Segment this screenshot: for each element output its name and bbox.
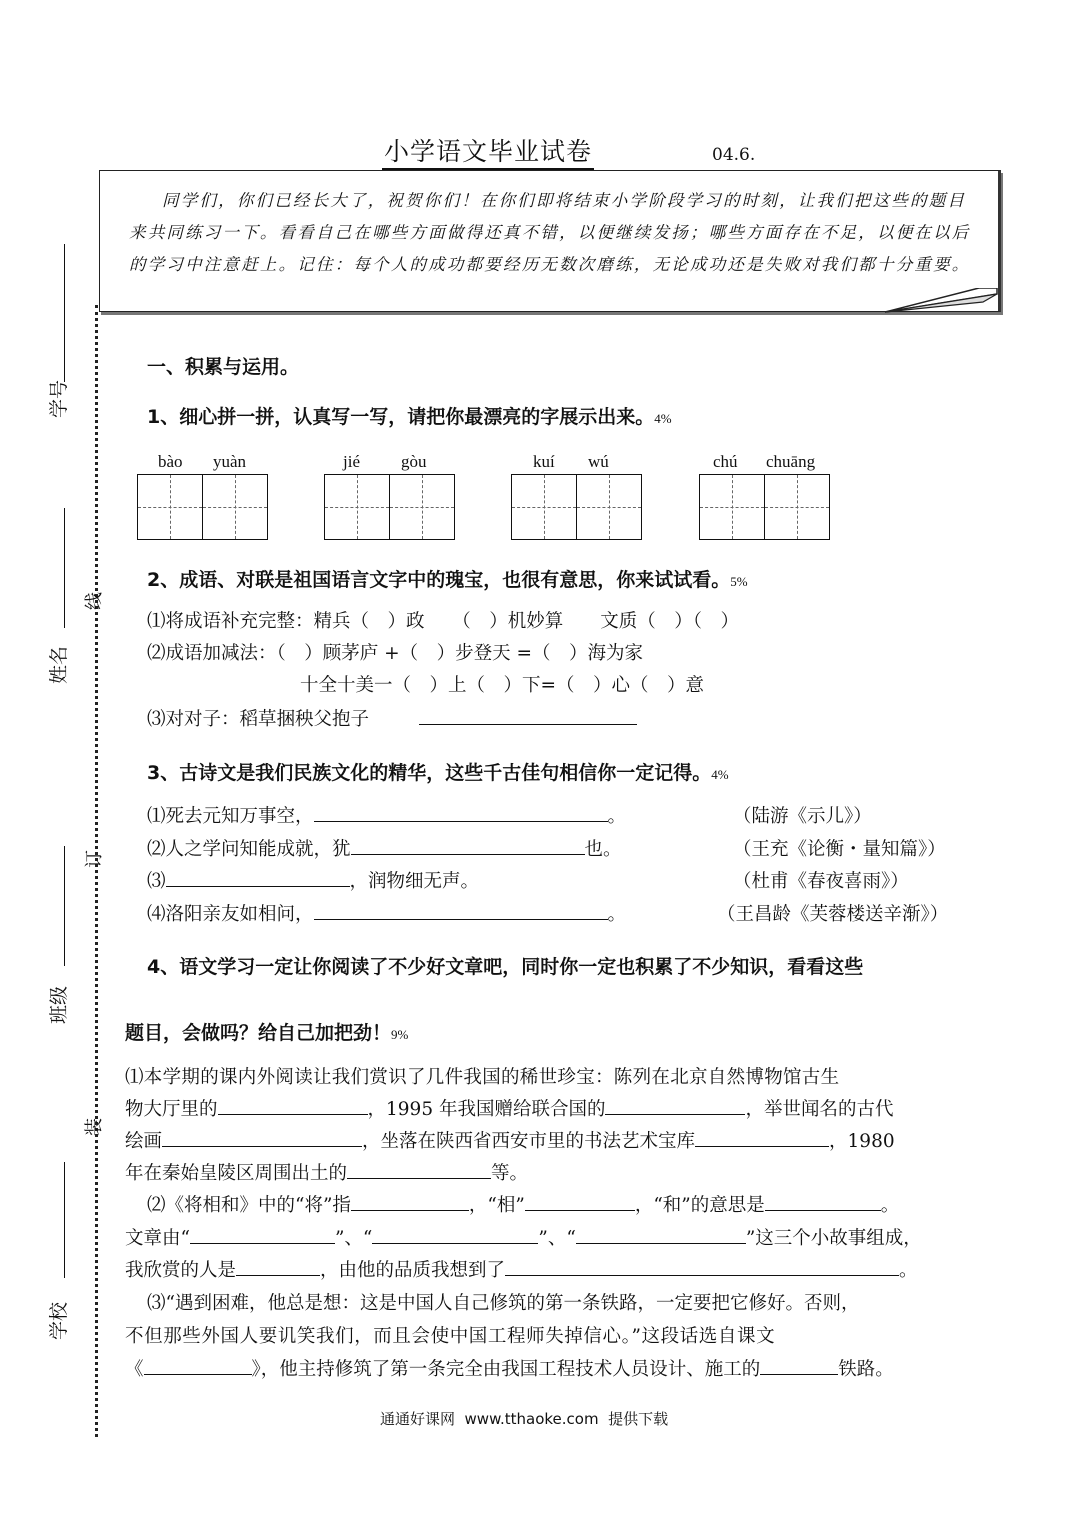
q4-text: 。	[880, 1195, 900, 1216]
q4-text: 文章由“	[125, 1228, 190, 1249]
grid-cell[interactable]	[765, 474, 830, 540]
q4-para-1-line-1: ⑴本学期的课内外阅读让我们赏识了几件我国的稀世珍宝：陈列在北京自然博物馆古生	[125, 1067, 840, 1088]
q4-text: ，1980	[829, 1131, 895, 1152]
q2-line-1: ⑴将成语补充完整：精兵（ ）政 （ ）机妙算 文质（ ）（ ）	[147, 611, 740, 632]
q4-para-1-line-2	[125, 1094, 894, 1126]
label-class: 班级	[48, 985, 70, 1024]
class-line	[64, 846, 65, 966]
grid-cell[interactable]	[324, 474, 390, 540]
question-3	[147, 758, 729, 785]
question-2-text: 2、成语、对联是祖国语言文字中的瑰宝，也很有意思，你来试试看。	[147, 569, 731, 591]
q4-text: 。	[899, 1260, 918, 1281]
q3-row-2	[147, 834, 622, 866]
answer-blank[interactable]	[144, 1354, 252, 1375]
answer-blank[interactable]	[695, 1126, 829, 1147]
writing-grid-4[interactable]	[699, 474, 830, 540]
question-4-line-2	[125, 1018, 408, 1045]
q4-text: ”、“	[334, 1228, 373, 1249]
q2-line-4	[147, 704, 637, 736]
grid-cell[interactable]	[577, 474, 642, 540]
answer-blank[interactable]	[351, 1190, 469, 1211]
answer-blank[interactable]	[190, 1223, 335, 1244]
q3-row-4	[147, 899, 626, 931]
grid-cell[interactable]	[511, 474, 577, 540]
q4-text: ，坐落在陕西省西安市里的书法艺术宝库	[362, 1131, 696, 1152]
q4-para-1-line-4	[125, 1158, 528, 1190]
q4-text: 年在秦始皇陵区周围出土的	[125, 1163, 348, 1184]
q3-row-3-end: ，润物细无声。	[349, 871, 480, 892]
q4-text: ，“和”的意思是	[634, 1195, 765, 1216]
q3-row-1-source: （陆游《示儿》）	[733, 806, 872, 827]
q4-text: 《	[125, 1359, 144, 1380]
q4-para-3-line-2: 不但那些外国人要讥笑我们，而且会使中国工程师失掉信心。”这段话选自课文	[125, 1326, 776, 1347]
answer-blank[interactable]	[372, 1223, 538, 1244]
question-2-points: 5%	[730, 574, 748, 589]
binding-dotted-line	[95, 305, 98, 1437]
answer-blank[interactable]	[525, 1190, 635, 1211]
q3-row-1-text: ⑴死去元知万事空，	[147, 806, 314, 827]
q3-row-2-source: （王充《论衡・量知篇》）	[733, 839, 946, 860]
q3-row-2-text: ⑵人之学问知能成就，犹	[147, 839, 351, 860]
intro-box	[99, 170, 999, 312]
q4-text: ，1995 年我国赠给联合国的	[367, 1099, 606, 1120]
question-4-line-1: 4、语文学习一定让你阅读了不少好文章吧，同时你一定也积累了不少知识，看看这些	[147, 956, 864, 978]
q4-text: ⑵《将相和》中的“将”指	[147, 1195, 351, 1216]
answer-blank[interactable]	[236, 1255, 320, 1276]
q3-row-1-end: 。	[607, 806, 627, 827]
writing-grid-3[interactable]	[511, 474, 642, 540]
intro-text: 同学们，你们已经长大了，祝贺你们！在你们即将结束小学阶段学习的时刻，让我们把这些的题目来共同练习一下。看看自己在哪些方面做得还真不错，以便继续发扬；哪些方面存在不足，以便在以后的学习中注意赶上。记住：每个人的成功都要经历无数次磨练，无论成功还是失败对我们都十分重要。	[129, 191, 971, 274]
q2-line-2: ⑵成语加减法：（ ）顾茅庐 +（ ）步登天 =（ ）海为家	[147, 643, 644, 664]
writing-grid-2[interactable]	[324, 474, 455, 540]
answer-blank[interactable]	[351, 834, 585, 855]
pinyin-1a: bào	[158, 452, 183, 471]
q4-para-2-line-3	[125, 1255, 918, 1287]
pinyin-1b: yuàn	[213, 452, 247, 471]
name-line	[64, 508, 65, 628]
q3-row-1	[147, 801, 626, 833]
question-1-text: 1、细心拼一拼，认真写一写，请把你最漂亮的字展示出来。	[147, 406, 655, 428]
q4-text: 铁路。	[838, 1359, 894, 1380]
q4-para-2-line-2	[125, 1223, 922, 1255]
q4-text: 我欣赏的人是	[125, 1260, 237, 1281]
q3-row-3-source: （杜甫《春夜喜雨》）	[733, 871, 909, 892]
q4-para-1-line-3	[125, 1126, 895, 1158]
label-school: 学校	[48, 1301, 70, 1340]
q4-text: 绘画	[125, 1131, 163, 1152]
question-1-points: 4%	[654, 411, 672, 426]
pinyin-2b: gòu	[401, 452, 427, 471]
question-4-text: 题目，会做吗？给自己加把劲！	[125, 1022, 392, 1044]
answer-blank[interactable]	[166, 866, 350, 887]
answer-blank[interactable]	[765, 1190, 881, 1211]
grid-cell[interactable]	[137, 474, 203, 540]
label-zhuang: 装	[84, 1118, 105, 1136]
q3-row-3	[147, 866, 479, 898]
answer-blank[interactable]	[576, 1223, 746, 1244]
question-4-points: 9%	[391, 1027, 409, 1042]
answer-blank[interactable]	[760, 1354, 838, 1375]
q4-text: 等。	[491, 1163, 529, 1184]
answer-blank[interactable]	[162, 1126, 362, 1147]
grid-cell[interactable]	[390, 474, 455, 540]
q4-text: ”、“	[538, 1228, 576, 1249]
q4-para-3-line-3	[125, 1354, 894, 1386]
q2-couplet-prompt: ⑶对对子：稻草捆秧父抱子	[147, 709, 370, 730]
question-2	[147, 565, 748, 592]
question-1	[147, 402, 672, 429]
grid-cell[interactable]	[203, 474, 268, 540]
q4-text: 》，他主持修筑了第一条完全由我国工程技术人员设计、施工的	[251, 1359, 761, 1380]
q4-text: 物大厅里的	[125, 1099, 218, 1120]
q4-para-3-line-1: ⑶“遇到困难，他总是想：这是中国人自己修筑的第一条铁路，一定要把它修好。否则，	[147, 1293, 860, 1314]
q4-text: ，举世闻名的古代	[745, 1099, 894, 1120]
page-curl-icon	[879, 288, 1003, 314]
page-title: 小学语文毕业试卷	[382, 136, 594, 170]
answer-blank[interactable]	[314, 801, 608, 822]
q4-para-2-line-1	[147, 1190, 899, 1222]
answer-blank[interactable]	[419, 704, 637, 725]
question-3-points: 4%	[711, 767, 729, 782]
answer-blank[interactable]	[218, 1094, 368, 1115]
q4-text: ，“相”	[468, 1195, 525, 1216]
section-heading: 一、积累与运用。	[147, 356, 300, 378]
q3-row-3-text: ⑶	[147, 871, 166, 892]
pinyin-4a: chú	[713, 452, 738, 471]
answer-blank[interactable]	[314, 899, 608, 920]
question-3-text: 3、古诗文是我们民族文化的精华，这些千古佳句相信你一定记得。	[147, 762, 712, 784]
q4-text: ，由他的品质我想到了	[320, 1260, 506, 1281]
label-student-number: 学号	[48, 379, 70, 418]
q3-row-4-end: 。	[607, 904, 627, 925]
q4-text: ”这三个小故事组成，	[745, 1228, 922, 1249]
pinyin-3b: wú	[588, 452, 609, 471]
q3-row-4-source: （王昌龄《芙蓉楼送辛渐》）	[717, 904, 949, 925]
grid-cell[interactable]	[699, 474, 765, 540]
answer-blank[interactable]	[347, 1158, 491, 1179]
school-line	[64, 1162, 65, 1278]
pinyin-4b: chuāng	[766, 452, 816, 471]
writing-grid-1[interactable]	[137, 474, 268, 540]
q2-line-3: 十全十美一（ ）上（ ）下=（ ）心（ ）意	[300, 675, 705, 696]
pinyin-3a: kuí	[533, 452, 555, 471]
label-xian: 线	[84, 592, 105, 610]
q3-row-4-text: ⑷洛阳亲友如相问，	[147, 904, 314, 925]
binding-solid-line	[64, 244, 65, 382]
answer-blank[interactable]	[605, 1094, 745, 1115]
label-ding: 订	[84, 850, 105, 868]
label-name: 姓名	[48, 645, 70, 684]
pinyin-2a: jié	[343, 452, 360, 471]
exam-date: 04.6.	[712, 145, 756, 165]
answer-blank[interactable]	[505, 1255, 899, 1276]
footer-text: 通通好课网 www.tthaoke.com 提供下载	[380, 1410, 669, 1428]
q3-row-2-end: 也。	[584, 839, 622, 860]
